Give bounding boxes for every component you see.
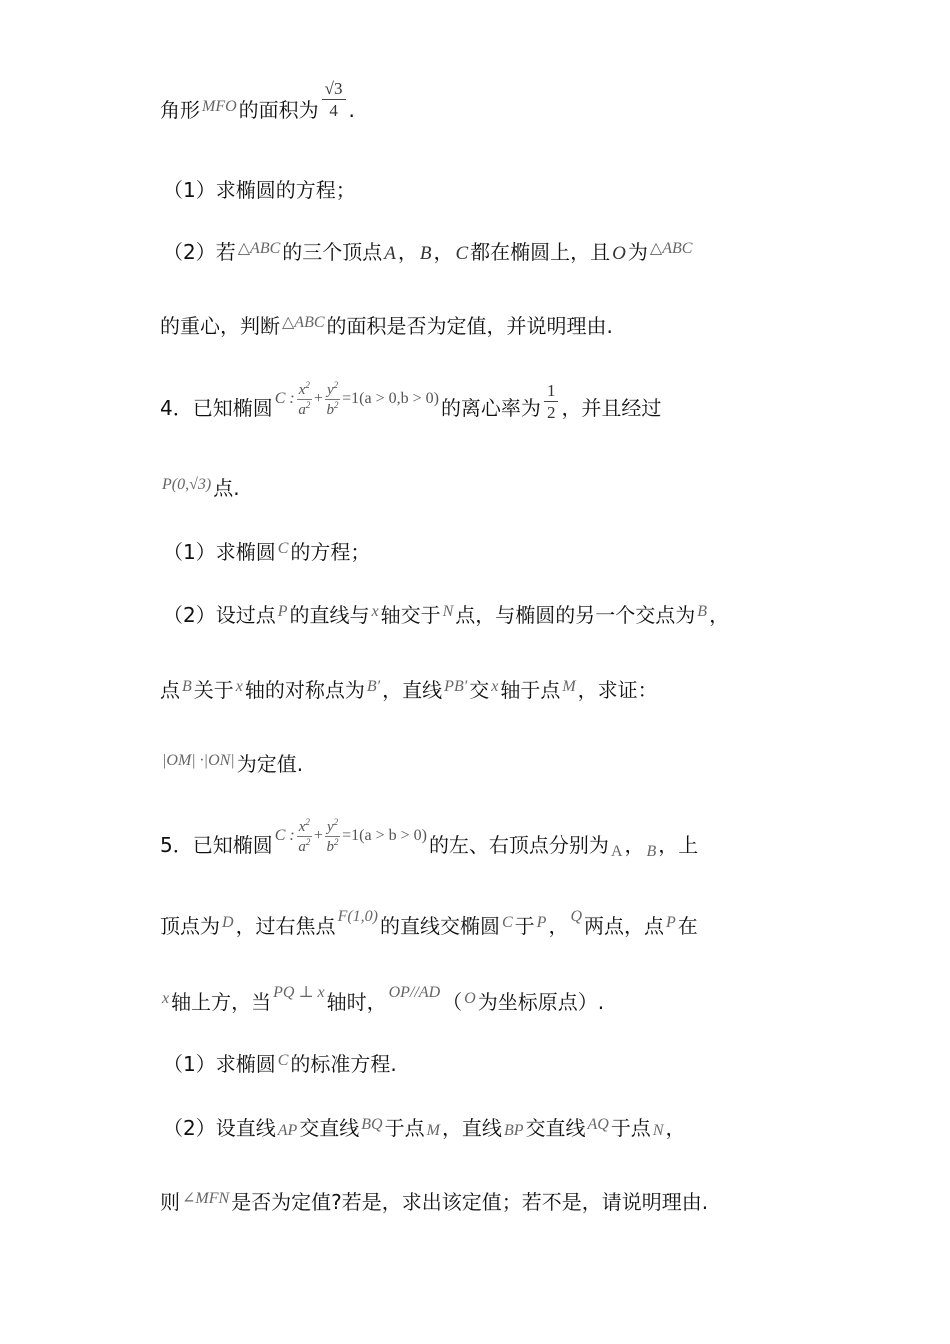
text: 点. xyxy=(213,476,240,500)
math-x: x xyxy=(371,603,379,620)
exp: 2 xyxy=(305,380,310,390)
math-c: C xyxy=(502,914,513,931)
p3-q2-line1 xyxy=(163,242,694,263)
exp: 2 xyxy=(333,380,339,390)
p5-intro xyxy=(160,817,699,865)
math-m: M xyxy=(426,1122,440,1139)
p4-point xyxy=(160,478,240,499)
text: 的面积为 xyxy=(238,98,319,122)
p5-q2-line2 xyxy=(160,1192,708,1213)
p4-q2-line2 xyxy=(160,680,658,701)
frac-y2-b2 xyxy=(325,818,340,855)
p5-q1 xyxy=(163,1054,397,1075)
exp: 2 xyxy=(334,837,339,847)
text: 都在椭圆上，且 xyxy=(470,240,611,264)
text: 轴于点 xyxy=(500,678,561,702)
math-x: x xyxy=(162,990,170,1007)
text: 4．已知椭圆 xyxy=(160,396,273,420)
math-o: O xyxy=(464,990,476,1007)
math-c: C xyxy=(277,1052,289,1069)
text: ，并且经过 xyxy=(561,396,662,420)
p5-q2-line1 xyxy=(163,1118,685,1139)
plus: + xyxy=(313,390,323,408)
math-b: b xyxy=(326,402,335,418)
text: 轴的对称点为 xyxy=(244,678,365,702)
frac-x2-a2 xyxy=(297,381,312,418)
p5-line2 xyxy=(160,908,698,938)
math-m: M xyxy=(562,678,576,695)
math-om-on: |OM| ·|ON| xyxy=(162,752,235,769)
math-op-parallel-ad: OP//AD xyxy=(388,984,441,1001)
text: 5．已知椭圆 xyxy=(160,833,273,857)
math-x: x xyxy=(298,819,306,835)
text: ， xyxy=(397,240,418,264)
text: ，直线 xyxy=(382,678,443,702)
exp: 2 xyxy=(305,400,311,410)
text: 点 xyxy=(160,678,180,702)
math-a: a xyxy=(298,402,306,418)
math-x: x xyxy=(298,382,306,398)
text: （2）设过点 xyxy=(163,603,276,627)
ellipse-equation xyxy=(275,381,439,418)
math-triangle-abc: △ABC xyxy=(649,240,693,257)
fraction-sqrt3-over-4 xyxy=(322,80,346,119)
text: 两点，点 xyxy=(584,914,665,938)
text: ， xyxy=(433,240,454,264)
text: 的直线交椭圆 xyxy=(380,914,500,938)
p3-line1 xyxy=(160,79,355,131)
text: ，直线 xyxy=(441,1116,502,1140)
math-q: Q xyxy=(570,908,583,925)
text: ，求证： xyxy=(577,678,658,702)
math-angle-mfn: ∠MFN xyxy=(182,1190,230,1207)
text: 为 xyxy=(627,240,648,264)
math-aq: AQ xyxy=(587,1116,609,1133)
p3-q2-line2 xyxy=(160,316,613,337)
text: 交 xyxy=(469,678,490,702)
text: 的三个顶点 xyxy=(282,240,383,264)
p4-q1 xyxy=(163,542,370,563)
text: （2）若 xyxy=(163,240,236,264)
math-bq: BQ xyxy=(361,1116,383,1133)
math-y: y xyxy=(326,382,334,398)
math-c: C xyxy=(455,243,469,264)
text: ， xyxy=(665,1116,686,1140)
math-n: N xyxy=(442,603,454,620)
text: 在 xyxy=(677,914,698,938)
equation-rhs: =1(a > 0,b > 0) xyxy=(342,390,439,408)
math-n: N xyxy=(652,1122,664,1139)
text: ， xyxy=(709,603,730,627)
plus: + xyxy=(313,827,323,845)
math-bp: BP xyxy=(503,1122,524,1139)
text: 于点 xyxy=(610,1116,651,1140)
text: 交直线 xyxy=(525,1116,586,1140)
text: 的直线与 xyxy=(289,603,370,627)
math-pb-prime: PB′ xyxy=(444,678,468,695)
text: 的方程； xyxy=(290,540,371,564)
equation-rhs: =1(a > b > 0) xyxy=(342,827,427,845)
text: 轴上方，当 xyxy=(171,990,272,1014)
math-x: x xyxy=(491,678,499,695)
math-c: C : xyxy=(274,390,295,408)
math-p: P xyxy=(277,603,288,620)
text: （1）求椭圆 xyxy=(163,1052,276,1076)
exp: 2 xyxy=(305,817,310,827)
math-o: O xyxy=(612,243,626,264)
p4-q2-line1 xyxy=(163,605,729,626)
text: 为坐标原点）. xyxy=(477,990,605,1014)
exp: 2 xyxy=(333,817,339,827)
text: （2）设直线 xyxy=(163,1116,276,1140)
text: ， xyxy=(624,833,645,857)
text: 轴时， xyxy=(326,990,387,1014)
p5-line3 xyxy=(160,984,605,1014)
text: 轴交于 xyxy=(380,603,441,627)
math-c: C : xyxy=(274,827,295,845)
math-b: B xyxy=(182,678,192,695)
math-pq-perp-x: PQ ⊥ x xyxy=(273,984,325,1001)
text: 点，与椭圆的另一个交点为 xyxy=(455,603,696,627)
text: 的面积是否为定值，并说明理由. xyxy=(326,314,613,338)
text: 为定值. xyxy=(236,752,304,776)
text: （ xyxy=(442,990,463,1014)
math-a: A xyxy=(610,843,623,860)
math-b: B xyxy=(697,603,708,620)
math-b: b xyxy=(326,839,335,855)
text: 的标准方程. xyxy=(290,1052,397,1076)
math-b: B xyxy=(419,243,432,264)
text: 是否为定值?若是，求出该定值；若不是，请说明理由. xyxy=(231,1190,709,1214)
math-p: P xyxy=(536,914,547,931)
frac-den: 2 xyxy=(546,403,556,422)
text: ， xyxy=(548,914,569,938)
text: ，上 xyxy=(658,833,699,857)
math-triangle-abc: △ABC xyxy=(282,314,325,331)
frac-y2-b2 xyxy=(325,381,340,418)
text: . xyxy=(348,98,355,122)
text: 交直线 xyxy=(299,1116,360,1140)
exp: 2 xyxy=(305,837,311,847)
text: 关于 xyxy=(193,678,234,702)
fraction-one-half xyxy=(544,382,559,421)
ellipse-equation xyxy=(275,818,427,855)
math-b-prime: B′ xyxy=(366,678,381,695)
math-y: y xyxy=(326,819,334,835)
math-p: P xyxy=(666,914,676,931)
math-x: x xyxy=(235,678,243,695)
math-triangle-abc: △ABC xyxy=(237,240,281,257)
text: 的离心率为 xyxy=(440,396,541,420)
math-b: B xyxy=(646,843,657,860)
math-focus-f: F(1,0) xyxy=(337,908,378,925)
p4-q2-line3 xyxy=(160,754,303,775)
text: 的左、右顶点分别为 xyxy=(428,833,609,857)
text: 角形 xyxy=(160,98,200,122)
frac-x2-a2 xyxy=(297,818,312,855)
math-a: a xyxy=(298,839,306,855)
math-d: D xyxy=(222,914,234,931)
math-ap: AP xyxy=(277,1122,298,1139)
text: 的重心，判断 xyxy=(160,314,280,338)
math-mfo: MFO xyxy=(202,98,237,115)
text: ，过右焦点 xyxy=(235,914,336,938)
text: 顶点为 xyxy=(160,914,220,938)
text: 于 xyxy=(514,914,535,938)
frac-num: 1 xyxy=(544,382,559,402)
text: 于点 xyxy=(384,1116,425,1140)
math-point-p: P(0,√3) xyxy=(162,476,212,493)
text: （1）求椭圆 xyxy=(163,540,276,564)
frac-den: 4 xyxy=(329,101,338,120)
text: 则 xyxy=(160,1190,180,1214)
math-a: A xyxy=(384,243,396,264)
math-c: C xyxy=(277,540,289,557)
p4-intro xyxy=(160,380,662,429)
p3-q1: （1）求椭圆的方程； xyxy=(163,178,356,202)
exp: 2 xyxy=(334,400,339,410)
frac-num: √3 xyxy=(322,80,346,100)
